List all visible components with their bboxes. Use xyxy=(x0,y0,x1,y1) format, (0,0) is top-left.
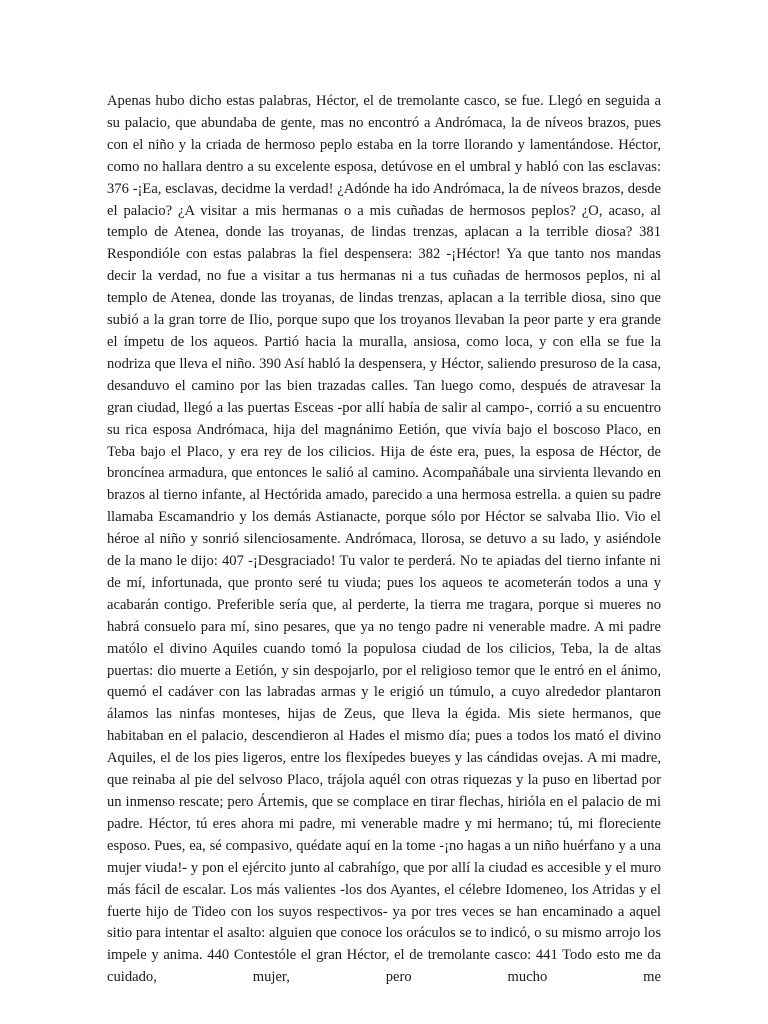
body-paragraph: Apenas hubo dicho estas palabras, Héctor, el de tremolante casco, se fue. Llegó en seguida a su palacio, que abundaba de gente, mas no encontró a Andrómaca, la de níveos brazos, pues con el niño y la criada de hermoso peplo estaba en la torre llorando y lamentándose. Héctor, como no hallara dentro a su excelente esposa, detúvose en el umbral y habló con las esclavas: 376 -¡Ea, esclavas, decidme la verdad! ¿Adónde ha ido Andrómaca, la de níveos brazos, desde el palacio? ¿A visitar a mis hermanas o a mis cuñadas de hermosos peplos? ¿O, acaso, al templo de Atenea, donde las troyanas, de lindas trenzas, aplacan a la terrible diosa? 381 Respondióle con estas palabras la fiel despensera: 382 -¡Héctor! Ya que tanto nos mandas decir la verdad, no fue a visitar a tus hermanas ni a tus cuñadas de hermosos peplos, ni al templo de Atenea, donde las troyanas, de lindas trenzas, aplacan a la terrible diosa, sino que subió a la gran torre de Ilio, porque supo que los troyanos llevaban la peor parte y era grande el ímpetu de los aqueos. Partió hacia la muralla, ansiosa, como loca, y con ella se fue la nodriza que lleva el niño. 390 Así habló la despensera, y Héctor, saliendo presuroso de la casa, desanduvo el camino por las bien trazadas calles. Tan luego como, después de atravesar la gran ciudad, llegó a las puertas Esceas -por allí había de salir al campo-, corrió a su encuentro su rica esposa Andrómaca, hija del magnánimo Eetión, que vivía bajo el boscoso Placo, en Teba bajo el Placo, y era rey de los cilicios. Hija de éste era, pues, la esposa de Héctor, de broncínea armadura, que entonces le salió al camino. Acompañábale una sirvienta llevando en brazos al tierno infante, al Hectórida amado, parecido a una hermosa estrella. a quien su padre llamaba Escamandrio y los demás Astianacte, porque sólo por Héctor se salvaba Ilio. Vio el héroe al niño y sonrió silenciosamente. Andrómaca, llorosa, se detuvo a su lado, y asiéndole de la mano le dijo: 407 -¡Desgraciado! Tu valor te perderá. No te apiadas del tierno infante ni de mí, infortunada, que pronto seré tu viuda; pues los aqueos te acometerán todos a una y acabarán contigo. Preferible sería que, al perderte, la tierra me tragara, porque si mueres no habrá consuelo para mí, sino pesares, que ya no tengo padre ni venerable madre. A mi padre matólo el divino Aquiles cuando tomó la populosa ciudad de los cilicios, Teba, la de altas puertas: dio muerte a Eetión, y sin despojarlo, por el religioso temor que le entró en el ánimo, quemó el cadáver con las labradas armas y le erigió un túmulo, a cuyo alrededor plantaron álamos las ninfas monteses, hijas de Zeus, que lleva la égida. Mis siete hermanos, que habitaban en el palacio, descendieron al Hades el mismo día; pues a todos los mató el divino Aquiles, el de los pies ligeros, entre los flexípedes bueyes y las cándidas ovejas. A mi madre, que reinaba al pie del selvoso Placo, trájola aquél con otras riquezas y la puso en libertad por un inmenso rescate; pero Ártemis, que se complace en tirar flechas, hirióla en el palacio de mi padre. Héctor, tú eres ahora mi padre, mi venerable madre y mi hermano; tú, mi floreciente esposo. Pues, ea, sé compasivo, quédate aquí en la tome -¡no hagas a un niño huérfano y a una mujer viuda!- y pon el ejército junto al cabrahígo, que por allí la ciudad es accesible y el muro más fácil de escalar. Los más valientes -los dos Ayantes, el célebre Idomeneo, los Atridas y el fuerte hijo de Tideo con los suyos respectivos- ya por tres veces se han encaminado a aquel sitio para intentar el asalto: alguien que conoce los oráculos se to indicó, o su mismo arrojo los impele y anima. 440 Contestóle el gran Héctor, el de tremolante casco: 441 Todo esto me da cuidado, mujer, pero mucho me xyxy=(107,93,661,986)
